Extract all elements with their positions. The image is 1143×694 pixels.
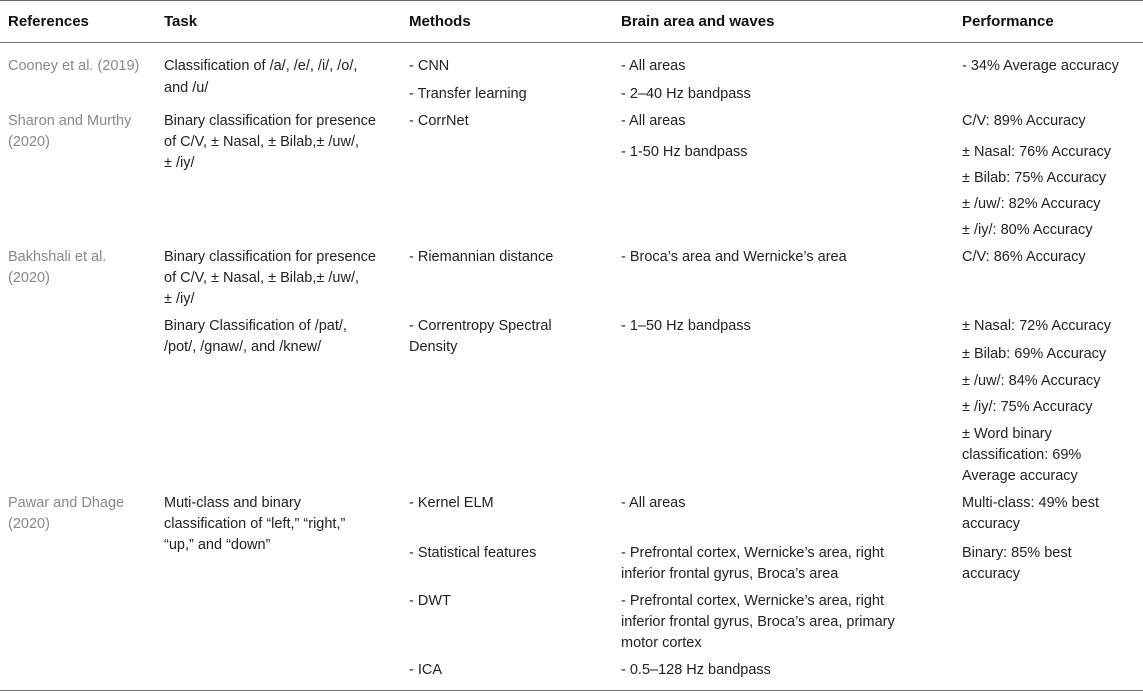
brain-area-cell: - All areas	[621, 58, 686, 74]
performance-cell: accuracy	[962, 516, 1021, 532]
task-cell: of C/V, ± Nasal, ± Bilab,± /uw/,	[164, 270, 359, 286]
brain-area-cell: - All areas	[621, 113, 686, 129]
task-cell: Binary classification for presence	[164, 113, 376, 129]
task-cell: and /u/	[164, 80, 209, 96]
reference-cell: Bakhshali et al.	[8, 249, 107, 265]
brain-area-cell: - 0.5–128 Hz bandpass	[621, 662, 771, 678]
brain-area-cell: - 1-50 Hz bandpass	[621, 144, 748, 160]
task-cell: Binary Classification of /pat/,	[164, 318, 347, 334]
method-cell: - Transfer learning	[409, 86, 527, 102]
header-rule	[0, 42, 1143, 43]
performance-cell: ± /iy/: 75% Accuracy	[962, 399, 1093, 415]
task-cell: ± /iy/	[164, 291, 195, 307]
header-references: References	[8, 12, 89, 30]
performance-cell: ± Nasal: 76% Accuracy	[962, 144, 1111, 160]
performance-cell: Multi-class: 49% best	[962, 495, 1099, 511]
method-cell: Density	[409, 339, 458, 355]
header-methods: Methods	[409, 12, 471, 30]
performance-cell: - 34% Average accuracy	[962, 58, 1119, 74]
task-cell: Muti-class and binary	[164, 495, 301, 511]
reference-cell: (2020)	[8, 270, 50, 286]
brain-area-cell: - 2–40 Hz bandpass	[621, 86, 751, 102]
bottom-rule	[0, 690, 1143, 691]
reference-cell: (2020)	[8, 134, 50, 150]
brain-area-cell: inferior frontal gyrus, Broca’s area	[621, 566, 839, 582]
method-cell: - Riemannian distance	[409, 249, 554, 265]
reference-cell: Pawar and Dhage	[8, 495, 125, 511]
brain-area-cell: inferior frontal gyrus, Broca’s area, primary	[621, 614, 895, 630]
reference-cell: Cooney et al. (2019)	[8, 58, 140, 74]
performance-cell: C/V: 89% Accuracy	[962, 113, 1086, 129]
brain-area-cell: motor cortex	[621, 635, 702, 651]
header-brain-area: Brain area and waves	[621, 12, 775, 30]
brain-area-cell: - Prefrontal cortex, Wernicke’s area, right	[621, 545, 884, 561]
performance-cell: ± /iy/: 80% Accuracy	[962, 222, 1093, 238]
brain-area-cell: - All areas	[621, 495, 686, 511]
method-cell: - Statistical features	[409, 545, 537, 561]
performance-cell: ± /uw/: 84% Accuracy	[962, 373, 1101, 389]
method-cell: - Correntropy Spectral	[409, 318, 552, 334]
reference-cell: (2020)	[8, 516, 50, 532]
method-cell: - CNN	[409, 58, 450, 74]
brain-area-cell: - Prefrontal cortex, Wernicke’s area, right	[621, 593, 884, 609]
performance-cell: ± /uw/: 82% Accuracy	[962, 196, 1101, 212]
performance-cell: C/V: 86% Accuracy	[962, 249, 1086, 265]
brain-area-cell: - Broca’s area and Wernicke’s area	[621, 249, 847, 265]
performance-cell: ± Bilab: 69% Accuracy	[962, 346, 1107, 362]
performance-cell: ± Word binary	[962, 426, 1052, 442]
task-cell: “up,” and “down”	[164, 537, 271, 553]
performance-cell: classification: 69%	[962, 447, 1082, 463]
reference-cell: Sharon and Murthy	[8, 113, 132, 129]
method-cell: - Kernel ELM	[409, 495, 494, 511]
method-cell: - ICA	[409, 662, 443, 678]
task-cell: classification of “left,” “right,”	[164, 516, 346, 532]
performance-cell: ± Nasal: 72% Accuracy	[962, 318, 1111, 334]
performance-cell: Binary: 85% best	[962, 545, 1072, 561]
task-cell: of C/V, ± Nasal, ± Bilab,± /uw/,	[164, 134, 359, 150]
performance-cell: Average accuracy	[962, 468, 1078, 484]
task-cell: ± /iy/	[164, 155, 195, 171]
task-cell: Binary classification for presence	[164, 249, 376, 265]
task-cell: /pot/, /gnaw/, and /knew/	[164, 339, 322, 355]
task-cell: Classification of /a/, /e/, /i/, /o/,	[164, 58, 358, 74]
brain-area-cell: - 1–50 Hz bandpass	[621, 318, 751, 334]
header-task: Task	[164, 12, 198, 30]
method-cell: - CorrNet	[409, 113, 469, 129]
header-performance: Performance	[962, 12, 1054, 30]
performance-cell: accuracy	[962, 566, 1021, 582]
performance-cell: ± Bilab: 75% Accuracy	[962, 170, 1107, 186]
method-cell: - DWT	[409, 593, 451, 609]
